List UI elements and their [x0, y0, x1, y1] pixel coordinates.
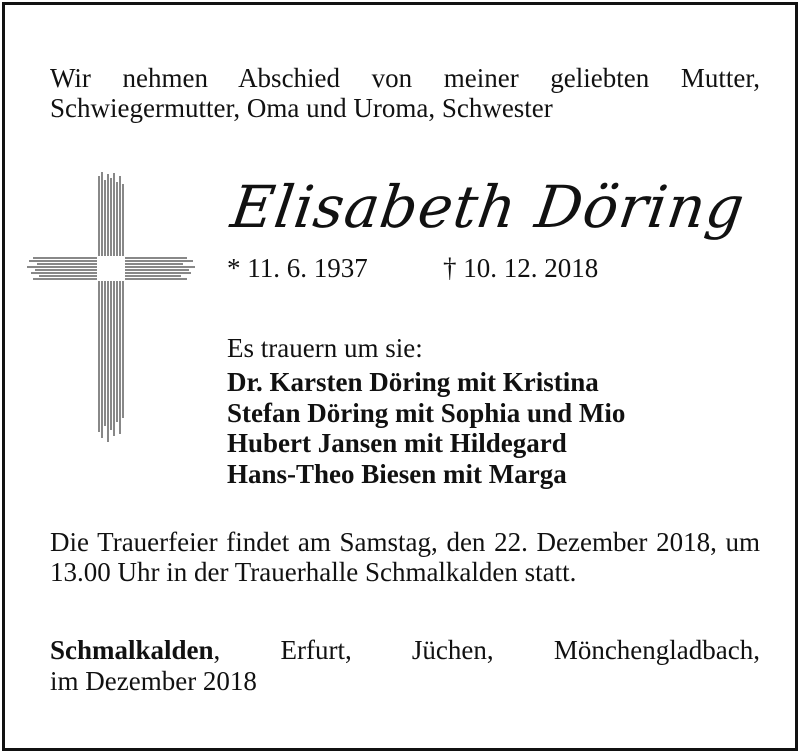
obituary-frame — [2, 2, 798, 751]
birth-date: * 11. 6. 1937 — [227, 253, 368, 283]
mourner-item: Hans-Theo Biesen mit Marga — [227, 458, 567, 489]
service-info: Die Trauerfeier findet am Samstag, den 22. Dezember 2018, um 13.00 Uhr in der Trauerhalle Schmalkalden statt. — [50, 527, 760, 587]
places-rest: , Erfurt, Jüchen, Mönchengladbach, — [213, 635, 760, 665]
place-date: im Dezember 2018 — [50, 666, 257, 696]
place-bold: Schmalkalden — [50, 635, 214, 665]
intro-line-2: Schwiegermutter, Oma und Uroma, Schwester — [50, 93, 553, 123]
intro-text — [50, 63, 760, 123]
mourner-item: Stefan Döring mit Sophia und Mio — [227, 397, 626, 428]
places-line — [50, 635, 760, 666]
cross-icon — [27, 170, 197, 445]
life-dates — [227, 253, 599, 284]
mourner-item: Dr. Karsten Döring mit Kristina — [227, 367, 599, 397]
mourners-list — [227, 367, 625, 489]
intro-line-1: Wir nehmen Abschied von meiner geliebten Mutter, — [50, 63, 760, 93]
mourner-item: Hubert Jansen mit Hildegard — [227, 428, 567, 458]
mourners-heading: Es trauern um sie: — [227, 333, 423, 363]
deceased-name: Elisabeth Döring — [227, 173, 750, 241]
places-footer — [50, 635, 760, 697]
death-date: † 10. 12. 2018 — [443, 253, 599, 283]
